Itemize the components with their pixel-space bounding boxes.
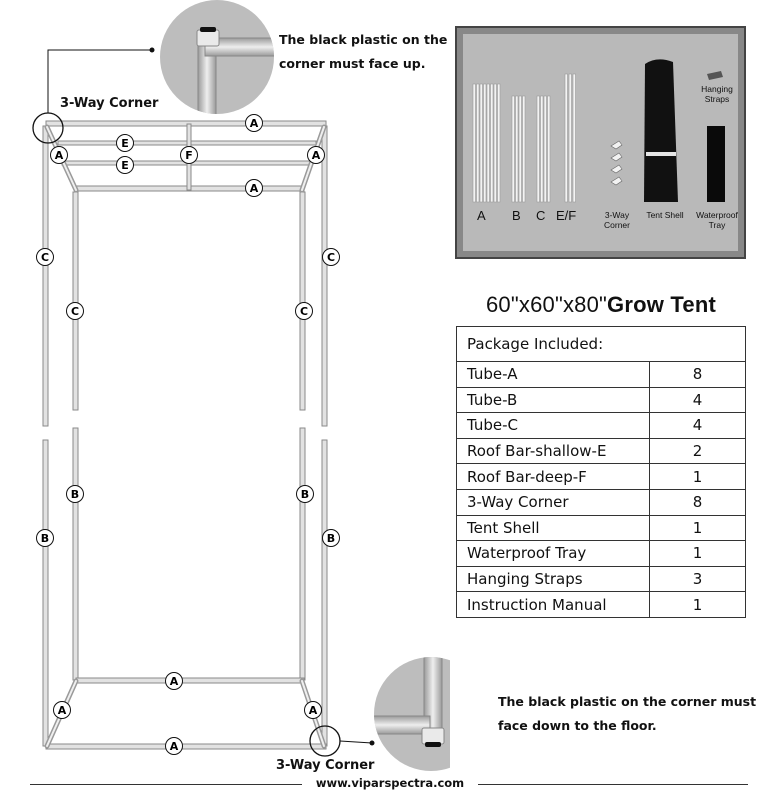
package-table (456, 326, 746, 618)
title-name: Grow Tent (607, 292, 716, 317)
table-row (457, 362, 746, 388)
table-row (457, 566, 746, 592)
svg-text:A: A (54, 149, 64, 162)
photo-label-a: A (477, 208, 486, 223)
row-qty: 1 (650, 592, 746, 618)
svg-text:A: A (169, 740, 179, 753)
tube-inner-right-upper (300, 192, 305, 410)
badge-a-top-back (246, 115, 263, 132)
corner-label-top: 3-Way Corner (60, 96, 159, 111)
row-item: Tube-B (457, 387, 650, 413)
svg-text:E: E (121, 137, 129, 150)
table-row (457, 413, 746, 439)
table-header-row (457, 327, 746, 362)
badge-a-bottom-left-diag (54, 702, 71, 719)
badge-f (181, 147, 198, 164)
photo-label-b: B (512, 208, 521, 223)
tube-inner-left-lower (70, 428, 80, 680)
row-item: Tent Shell (457, 515, 650, 541)
zoom-corner-up (160, 0, 275, 128)
footer-rule-right (478, 784, 748, 785)
row-qty: 1 (650, 541, 746, 567)
tube-inner-left-upper (70, 192, 80, 410)
row-item: Waterproof Tray (457, 541, 650, 567)
tent-shell-bag (644, 59, 678, 202)
svg-text:B: B (326, 532, 336, 545)
leader-top-dot (150, 48, 155, 53)
svg-text:F: F (185, 149, 193, 162)
row-item: Roof Bar-deep-F (457, 464, 650, 490)
svg-text:B: B (70, 488, 80, 501)
svg-text:A: A (57, 704, 67, 717)
photo-label-ef: E/F (556, 208, 577, 223)
part-badges (37, 115, 340, 755)
frame-diagonals (47, 127, 324, 746)
note-bottom (498, 690, 756, 738)
badge-a-right-diag (308, 147, 325, 164)
svg-text:B: B (40, 532, 50, 545)
svg-text:A: A (249, 117, 259, 130)
table-row (457, 489, 746, 515)
table-header: Package Included: (457, 327, 746, 362)
tube-bottom-front (46, 744, 326, 749)
tube-outer-left-upper (40, 126, 50, 426)
leader-bottom (340, 741, 372, 743)
row-qty: 4 (650, 413, 746, 439)
svg-text:A: A (308, 704, 318, 717)
table-row (457, 592, 746, 618)
row-item: 3-Way Corner (457, 489, 650, 515)
badge-e-2 (117, 157, 134, 174)
svg-text:A: A (249, 182, 259, 195)
svg-text:A: A (311, 149, 321, 162)
table-row (457, 515, 746, 541)
straps (707, 71, 723, 80)
photo-label-straps: Hanging Straps (701, 84, 733, 104)
row-qty: 8 (650, 489, 746, 515)
row-qty: 4 (650, 387, 746, 413)
svg-text:C: C (299, 305, 309, 318)
badge-a-top-front (246, 180, 263, 197)
tube-outer-left-lower (40, 440, 50, 746)
tube-top-back (46, 121, 326, 126)
title-size: 60"x60"x80" (486, 292, 608, 317)
corner-pieces (611, 141, 622, 185)
badge-e-1 (117, 135, 134, 152)
row-qty: 3 (650, 566, 746, 592)
badge-a-bottom-front (166, 738, 183, 755)
photo-label-tray: Waterproof Tray (696, 210, 738, 230)
frame-tubes (40, 121, 327, 749)
row-item: Tube-C (457, 413, 650, 439)
note-top (279, 28, 447, 76)
svg-text:C: C (326, 251, 336, 264)
note-bottom-line-2: face down to the floor. (498, 718, 657, 733)
footer-rule-left (30, 784, 302, 785)
badge-b-inner-right (297, 486, 314, 503)
badge-c-outer-left (37, 249, 54, 266)
row-qty: 1 (650, 464, 746, 490)
tray-roll (707, 126, 725, 202)
row-qty: 1 (650, 515, 746, 541)
svg-text:B: B (300, 488, 310, 501)
note-top-line-2: corner must face up. (279, 56, 426, 71)
row-item: Tube-A (457, 362, 650, 388)
table-row (457, 464, 746, 490)
tube-inner-right-lower (300, 428, 305, 680)
svg-text:E: E (121, 159, 129, 172)
table-row (457, 438, 746, 464)
svg-text:C: C (40, 251, 50, 264)
note-top-line-1: The black plastic on the (279, 32, 448, 47)
svg-text:C: C (70, 305, 80, 318)
tube-outer-right-upper (322, 126, 327, 426)
table-row (457, 387, 746, 413)
badge-c-inner-right (296, 303, 313, 320)
zoom-corner-down (360, 640, 450, 771)
row-qty: 8 (650, 362, 746, 388)
row-item: Instruction Manual (457, 592, 650, 618)
badge-a-bottom-back (166, 673, 183, 690)
tube-outer-right-lower (322, 440, 327, 746)
photo-label-shell: Tent Shell (646, 210, 684, 220)
row-qty: 2 (650, 438, 746, 464)
corner-label-bottom: 3-Way Corner (276, 758, 375, 773)
badge-a-bottom-right-diag (305, 702, 322, 719)
photo-label-corner: 3-Way Corner (604, 210, 630, 230)
footer-url: www.viparspectra.com (315, 776, 465, 790)
svg-text:A: A (169, 675, 179, 688)
product-title (455, 292, 747, 318)
note-bottom-line-1: The black plastic on the corner must (498, 694, 757, 709)
badge-c-outer-right (323, 249, 340, 266)
photo-label-c: C (536, 208, 546, 223)
badge-b-outer-right (323, 530, 340, 547)
leader-bottom-dot (370, 741, 375, 746)
table-row (457, 541, 746, 567)
badge-b-inner-left (67, 486, 84, 503)
tube-bottom-back (76, 678, 304, 683)
badge-a-left-diag (51, 147, 68, 164)
frame-diagonals-hi (47, 127, 324, 746)
parts-photo (455, 26, 746, 259)
badge-b-outer-left (37, 530, 54, 547)
row-item: Roof Bar-shallow-E (457, 438, 650, 464)
badge-c-inner-left (67, 303, 84, 320)
row-item: Hanging Straps (457, 566, 650, 592)
